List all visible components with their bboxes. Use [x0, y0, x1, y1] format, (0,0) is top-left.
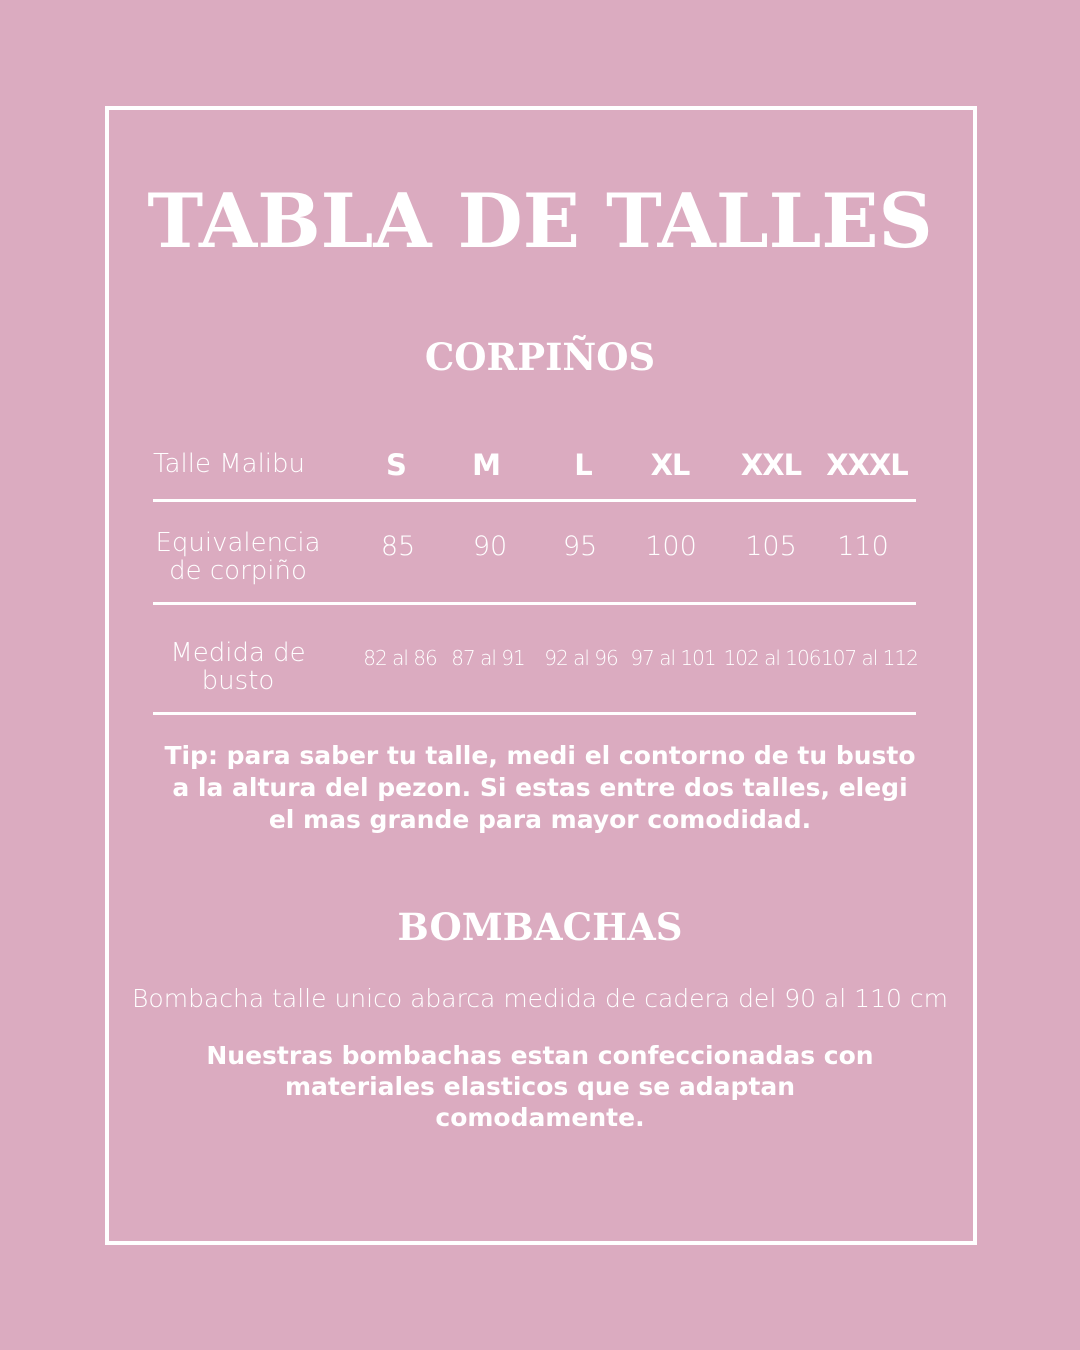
size-header-m: M — [472, 448, 500, 482]
table-cell: 100 — [645, 531, 697, 562]
row-label-busto — [153, 639, 323, 695]
corpinos-heading: CORPIÑOS — [424, 335, 656, 379]
table-header-row — [153, 430, 916, 500]
table-cell: 95 — [562, 531, 598, 562]
table-cell: 107 al 112 — [821, 646, 918, 670]
table-cell: 92 al 96 — [544, 646, 618, 670]
bombachas-heading: BOMBACHAS — [397, 905, 683, 949]
size-tip: Tip: para saber tu talle, medi el contorno de tu busto a la altura del pezon. Si estas entre dos talles, elegi el mas grande para mayor comodidad. — [164, 741, 916, 834]
table-cell: 97 al 101 — [630, 646, 716, 670]
table-cell: 105 — [745, 531, 797, 562]
table-cell: 110 — [837, 531, 889, 562]
size-header-s: S — [386, 448, 406, 482]
table-cell: 87 al 91 — [451, 646, 525, 670]
size-header-xxl: XXL — [740, 448, 802, 482]
label-line: busto — [201, 666, 275, 696]
table-cell: 90 — [472, 531, 508, 562]
row-label-equivalencia — [153, 529, 323, 585]
table-cell: 82 al 86 — [363, 646, 437, 670]
label-line: de corpiño — [169, 556, 307, 586]
size-header-xl: XL — [650, 448, 690, 482]
label-line: Medida de — [170, 638, 306, 668]
header-label: Talle Malibu — [153, 449, 306, 479]
table-divider — [153, 712, 916, 715]
table-row — [153, 500, 916, 603]
size-header-xxxl: XXXL — [826, 448, 908, 482]
table-cell: 85 — [380, 531, 416, 562]
table-row — [153, 603, 916, 713]
table-cell: 102 al 106 — [723, 646, 821, 670]
size-table — [153, 430, 916, 713]
bombacha-size-info: Bombacha talle unico abarca medida de cadera del 90 al 110 cm — [132, 984, 948, 1013]
bombacha-material-note: Nuestras bombachas estan confeccionadas con materiales elasticos que se adaptan comodamente. — [206, 1041, 874, 1132]
size-header-l: L — [574, 448, 592, 482]
label-line: Equivalencia — [155, 528, 321, 558]
page-title: TABLA DE TALLES — [147, 177, 933, 265]
